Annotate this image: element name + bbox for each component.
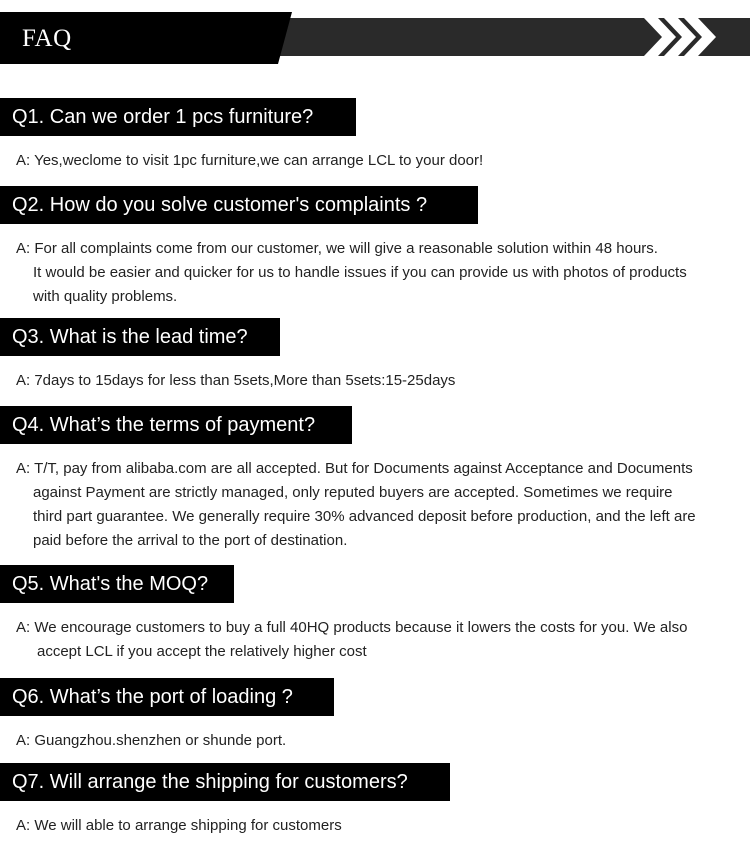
faq-question-6: Q6. What’s the port of loading ? xyxy=(0,678,334,716)
header-banner-graphic xyxy=(0,0,750,72)
answer-line: A: Guangzhou.shenzhen or shunde port. xyxy=(16,732,287,749)
faq-answer-5 xyxy=(16,616,687,664)
answer-line: third part guarantee. We generally require 30% advanced deposit before production, and the left are xyxy=(33,508,696,525)
answer-line: paid before the arrival to the port of destination. xyxy=(33,532,348,549)
answer-line: against Payment are strictly managed, only reputed buyers are accepted. Sometimes we require xyxy=(33,484,673,501)
faq-question-2: Q2. How do you solve customer's complaints ? xyxy=(0,186,478,224)
answer-line: A: Yes,weclome to visit 1pc furniture,we can arrange LCL to your door! xyxy=(16,152,484,169)
answer-line: accept LCL if you accept the relatively higher cost xyxy=(37,643,367,660)
faq-answer-1 xyxy=(16,149,483,173)
faq-header-banner xyxy=(0,0,750,72)
faq-question-3: Q3. What is the lead time? xyxy=(0,318,280,356)
answer-line: with quality problems. xyxy=(33,288,178,305)
answer-line: A: We will able to arrange shipping for customers xyxy=(16,817,342,834)
faq-question-1: Q1. Can we order 1 pcs furniture? xyxy=(0,98,356,136)
page-title: FAQ xyxy=(22,25,72,52)
faq-question-4: Q4. What’s the terms of payment? xyxy=(0,406,352,444)
faq-answer-3 xyxy=(16,369,455,393)
faq-answer-2 xyxy=(16,237,687,309)
answer-line: A: For all complaints come from our customer, we will give a reasonable solution within 48 hours. xyxy=(16,240,658,257)
answer-line: It would be easier and quicker for us to handle issues if you can provide us with photos of products xyxy=(33,264,687,281)
faq-question-5: Q5. What's the MOQ? xyxy=(0,565,234,603)
faq-question-7: Q7. Will arrange the shipping for customers? xyxy=(0,763,450,801)
faq-answer-6 xyxy=(16,729,286,753)
faq-answer-7 xyxy=(16,814,342,838)
answer-line: A: We encourage customers to buy a full 40HQ products because it lowers the costs for you. We also xyxy=(16,619,688,636)
answer-line: A: 7days to 15days for less than 5sets,More than 5sets:15-25days xyxy=(16,372,456,389)
answer-line: A: T/T, pay from alibaba.com are all accepted. But for Documents against Acceptance and Documents xyxy=(16,460,693,477)
faq-answer-4 xyxy=(16,457,696,553)
